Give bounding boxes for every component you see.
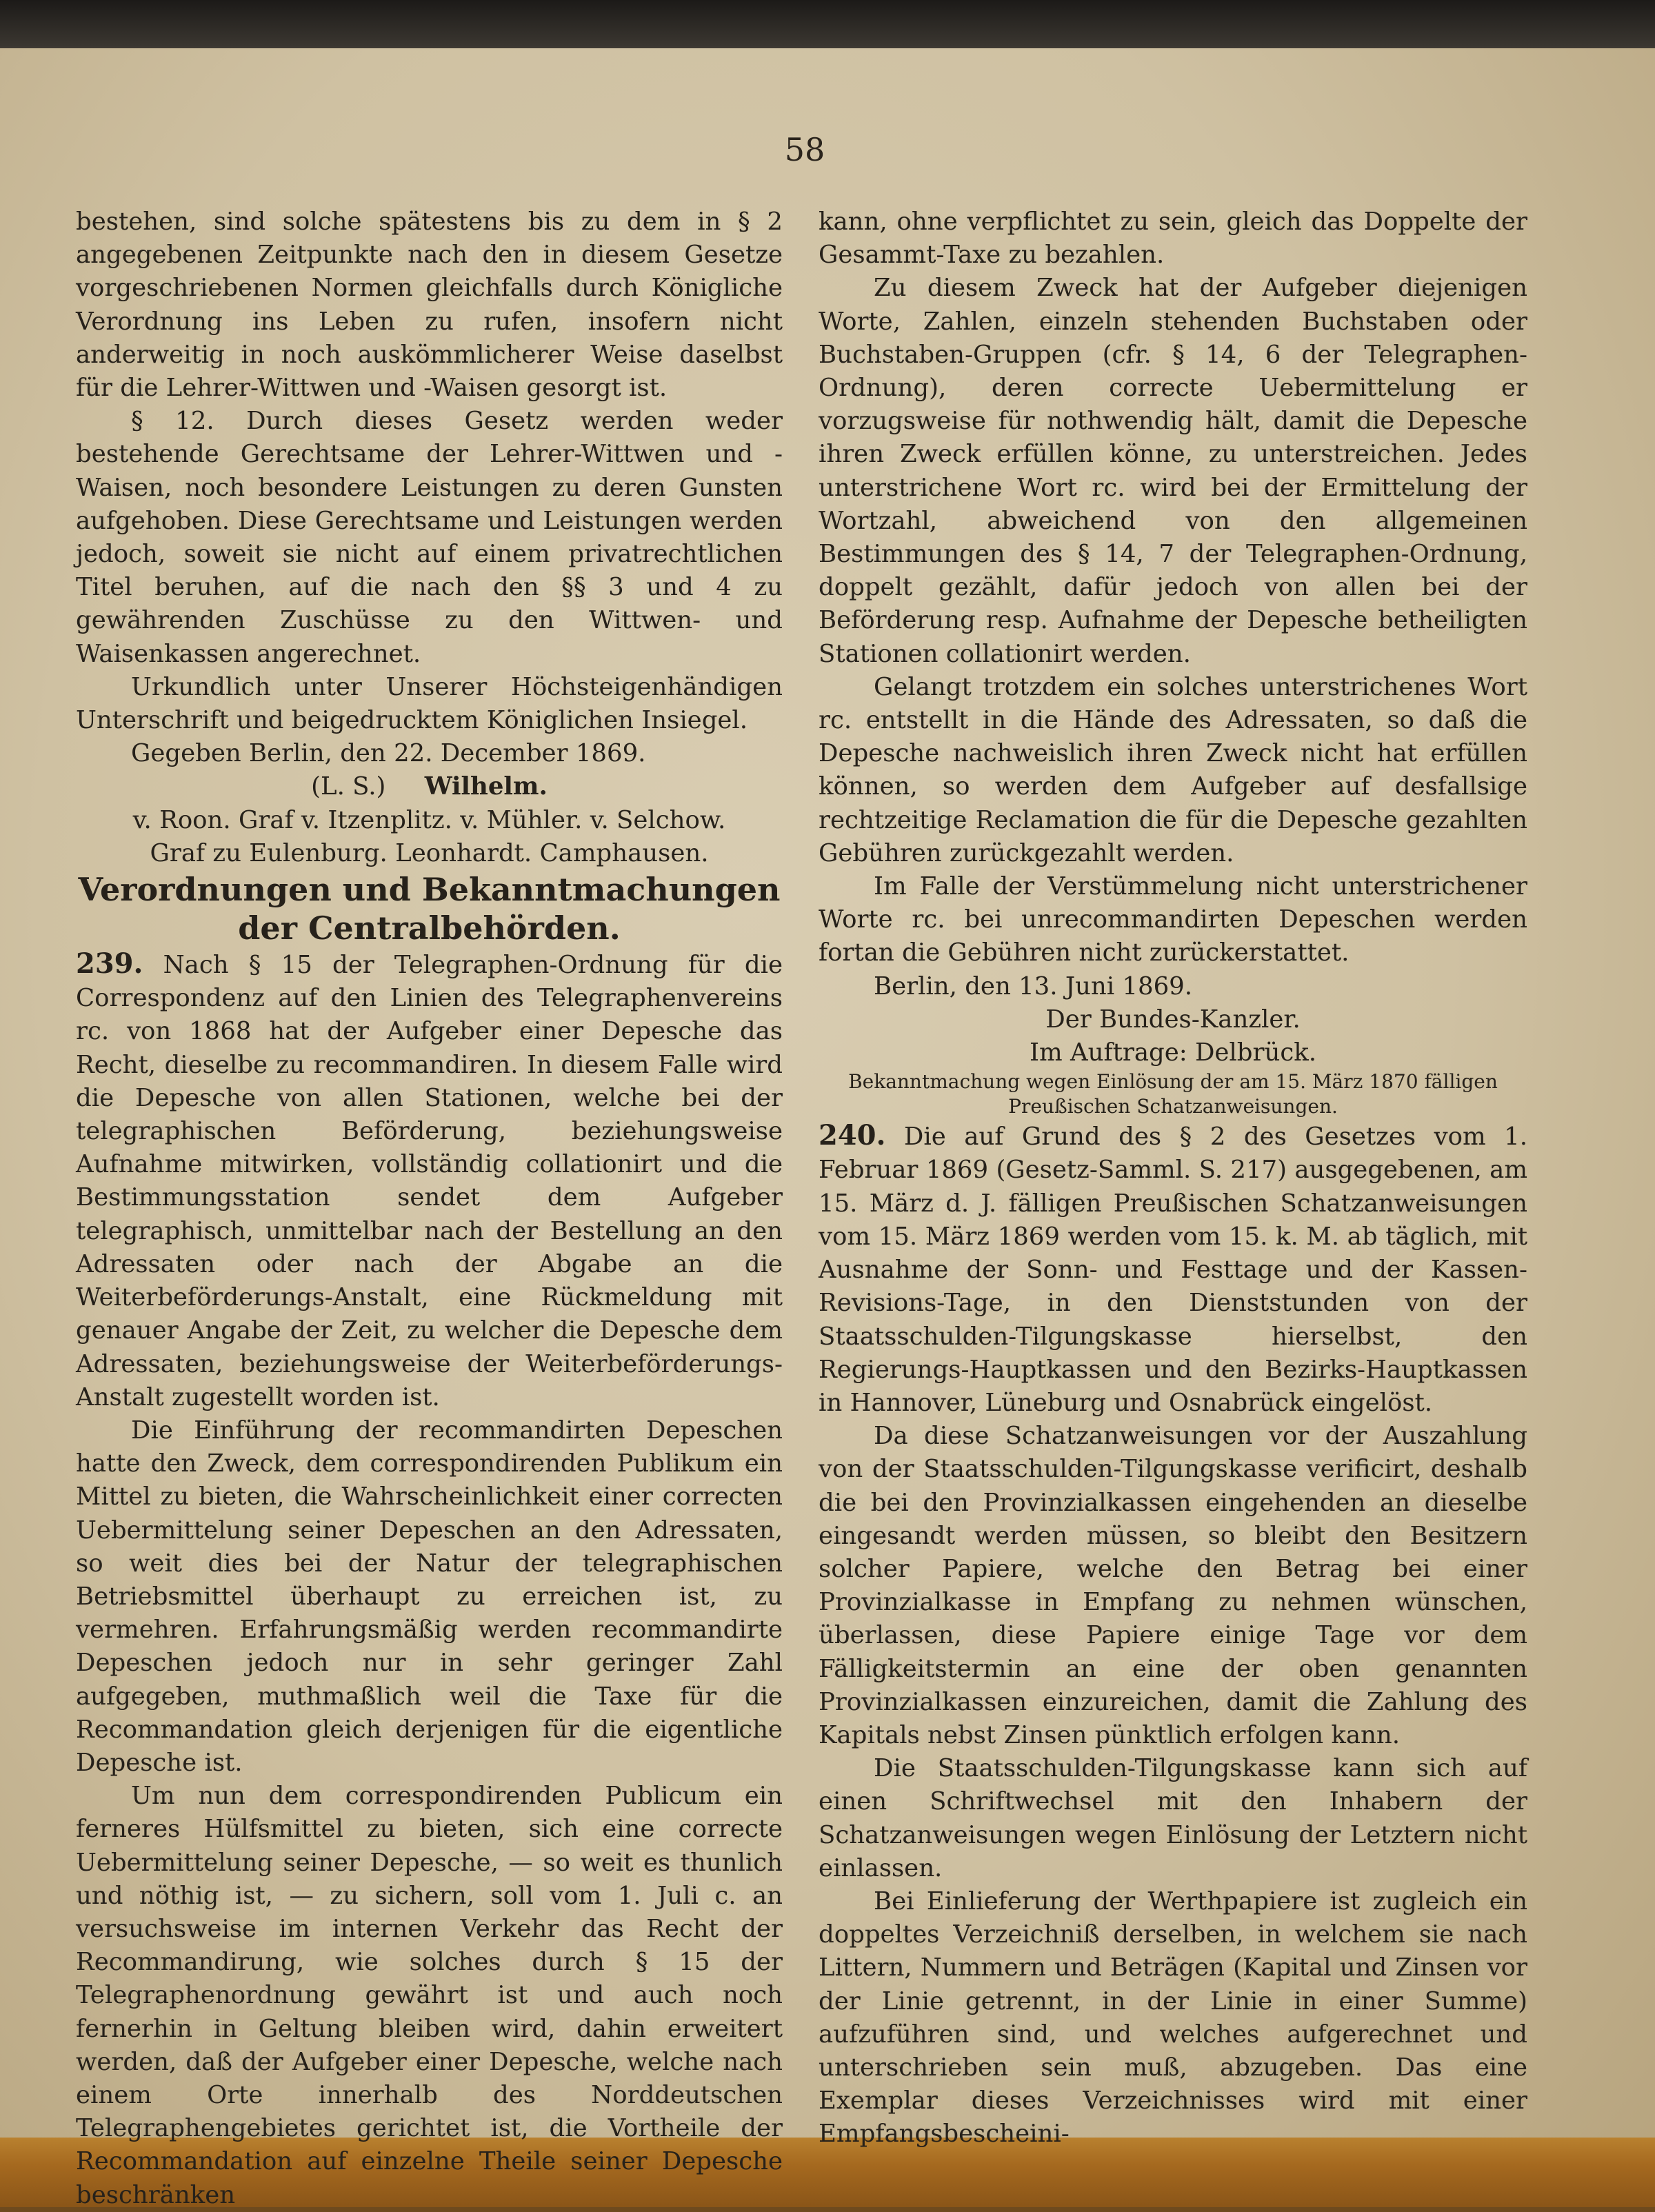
signature: Wilhelm. [424,772,548,801]
paragraph: Bei Einlieferung der Werthpapiere ist zugleich ein doppeltes Verzeichniß derselben, in welchem sie nach Littern, Nummern und Beträgen (Kapital und Zinsen vor der Linie getrennt, in der Linie in einer Summe) aufzuführen sind, und welches aufgerechnet und unterschrieben sein muß, abzugeben. Das eine Exemplar dieses Verzeichnisses wird mit einer Empfangsbescheini- [819,1887,1527,2149]
signature-line [76,770,783,803]
left-column [76,205,783,2212]
seal-mark: (L. S.) [311,772,386,801]
paragraph: Um nun dem correspondirenden Publicum ein ferneres Hülfsmittel zu bieten, sich eine correcte Uebermittelung seiner Depesche, — so weit es thunlich und nöthig ist, — zu sichern, soll vom 1. Juli c. an versuchsweise im internen Verkehr das Recht der Recommandirung, wie solches durch § 15 der Telegraphenordnung gewährt ist und auch noch fernerhin in Geltung bleiben wird, dahin erweitert werden, daß der Aufgeber einer Depesche, welche nach einem Orte innerhalb des Norddeutschen Telegraphengebietes gerichtet ist, die Vortheile der Recommandation auf einzelne Theile seiner Depesche beschränken [76,1782,783,2209]
paragraph: Urkundlich unter Unserer Höchsteigenhändigen Unterschrift und beigedrucktem Königlichen Insiegel. [76,672,783,735]
paragraph-text: Die auf Grund des § 2 des Gesetzes vom 1. Februar 1869 (Gesetz-Samml. S. 217) ausgegebenen, am 15. März d. J. fälligen Preußischen Schatzanweisungen vom 15. März 1869 werden vom 15. k. M. ab täglich, mit Ausnahme der Sonn- und Festtage und der Kassen-Revisions-Tage, in den Dienststunden von der Staatsschulden-Tilgungskasse hierselbst, den Regierungs-Hauptkassen und den Bezirks-Hauptkassen in Hannover, Lüneburg und Osnabrück eingelöst. [819,1123,1527,1417]
ministers-line: Graf zu Eulenburg. Leonhardt. Camphausen. [150,838,709,867]
office-line: Der Bundes-Kanzler. [1045,1005,1301,1034]
announcement-heading: Bekanntmachung wegen Einlösung der am 15. März 1870 fälligen Preußischen Schatzanweisungen. [848,1070,1498,1118]
page-number: 58 [784,131,825,168]
paragraph: Die Einführung der recommandirten Depeschen hatte den Zweck, dem correspondirenden Publikum ein Mittel zu bieten, die Wahrscheinlichkeit einer correcten Uebermittelung seiner Depeschen an den Adressaten, so weit dies bei der Natur der telegraphischen Betriebsmittel überhaupt zu erreichen ist, zu vermehren. Erfahrungsmäßig werden recommandirte Depeschen jedoch nur in sehr geringer Zahl aufgegeben, muthmaßlich weil die Taxe für die Recommandation gleich derjenigen für die eigentliche Depesche ist. [76,1416,783,1777]
paragraph: bestehen, sind solche spätestens bis zu dem in § 2 angegebenen Zeitpunkte nach den in diesem Gesetze vorgeschriebenen Normen gleichfalls durch Königliche Verordnung ins Leben zu rufen, insofern nicht anderweitig in noch auskömmlicherer Weise daselbst für die Lehrer-Wittwen und -Waisen gesorgt ist. [76,208,783,403]
ministers-line: v. Roon. Graf v. Itzenplitz. v. Mühler. v. Selchow. [132,805,726,834]
paragraph-239 [76,947,783,1414]
paragraph: Da diese Schatzanweisungen vor der Auszahlung von der Staatsschulden-Tilgungskasse verificirt, deshalb die bei den Provinzialkassen eingehenden an dieselbe eingesandt werden müssen, so bleibt den Besitzern solcher Papiere, welche den Betrag bei einer Provinzialkasse in Empfang zu nehmen wünschen, überlassen, diese Papiere einige Tage vor dem Fälligkeitstermin an eine der oben genannten Provinzialkassen einzureichen, damit die Zahlung des Kapitals nebst Zinsen pünktlich erfolgen kann. [819,1422,1527,1749]
paragraph: Gelangt trotzdem ein solches unterstrichenes Wort rc. entstellt in die Hände des Adressaten, so daß die Depesche nachweislich ihren Zweck nicht hat erfüllen können, so werden dem Aufgeber auf desfallsige rechtzeitige Reclamation die für die Depesche gezahlten Gebühren zurückgezahlt werden. [819,672,1527,867]
paragraph: Die Staatsschulden-Tilgungskasse kann sich auf einen Schriftwechsel mit den Inhabern der Schatzanweisungen wegen Einlösung der Letztern nicht einlassen. [819,1754,1527,1882]
by-order-line: Im Auftrage: Delbrück. [1029,1038,1317,1067]
paragraph-text: Nach § 15 der Telegraphen-Ordnung für die Correspondenz auf den Linien des Telegraphenvereins rc. von 1868 hat der Aufgeber einer Depesche das Recht, dieselbe zu recommandiren. In diesem Falle wird die Depesche von allen Stationen, welche bei der telegraphischen Beförderung, beziehungsweise Aufnahme mitwirken, vollständig collationirt und die Bestimmungsstation sendet dem Aufgeber telegraphisch, unmittelbar nach der Bestellung an den Adressaten oder nach der Abgabe an die Weiterbeförderungs-Anstalt, eine Rückmeldung mit genauer Angabe der Zeit, zu welcher die Depesche dem Adressaten, beziehungsweise der Weiterbeförderungs-Anstalt zugestellt worden ist. [76,951,783,1411]
paragraph: Im Falle der Verstümmelung nicht unterstrichener Worte rc. bei unrecommandirten Depeschen werden fortan die Gebühren nicht zurückerstattet. [819,872,1527,967]
paragraph-240 [819,1119,1527,1420]
item-number: 239. [76,947,143,981]
right-column [819,205,1527,2151]
item-number: 240. [819,1119,886,1152]
paragraph-section-12: § 12. Durch dieses Gesetz werden weder bestehende Gerechtsame der Lehrer-Wittwen und -Waisen, noch besondere Leistungen zu deren Gunsten aufgehoben. Diese Gerechtsame und Leistungen werden jedoch, soweit sie nicht auf einem privatrechtlichen Titel beruhen, auf die nach den §§ 3 und 4 zu gewährenden Zuschüsse zu den Wittwen- und Waisenkassen angerechnet. [76,407,783,668]
place-date: Berlin, den 13. Juni 1869. [874,972,1193,1001]
paragraph: kann, ohne verpflichtet zu sein, gleich das Doppelte der Gesammt-Taxe zu bezahlen. [819,208,1527,270]
section-heading: Verordnungen und Bekanntmachungen der Centralbehörden. [78,871,781,947]
date-line: Gegeben Berlin, den 22. December 1869. [131,739,646,768]
paragraph: Zu diesem Zweck hat der Aufgeber diejenigen Worte, Zahlen, einzeln stehenden Buchstaben oder Buchstaben-Gruppen (cfr. § 14, 6 der Telegraphen-Ordnung), deren correcte Uebermittelung er vorzugsweise für nothwendig hält, damit die Depesche ihren Zweck erfüllen könne, zu unterstreichen. Jedes unterstrichene Wort rc. wird bei der Ermittelung der Wortzahl, abweichend von den allgemeinen Bestimmungen des § 14, 7 der Telegraphen-Ordnung, doppelt gezählt, dafür jedoch von allen bei der Beförderung resp. Aufnahme der Depesche betheiligten Stationen collationirt werden. [819,274,1527,668]
